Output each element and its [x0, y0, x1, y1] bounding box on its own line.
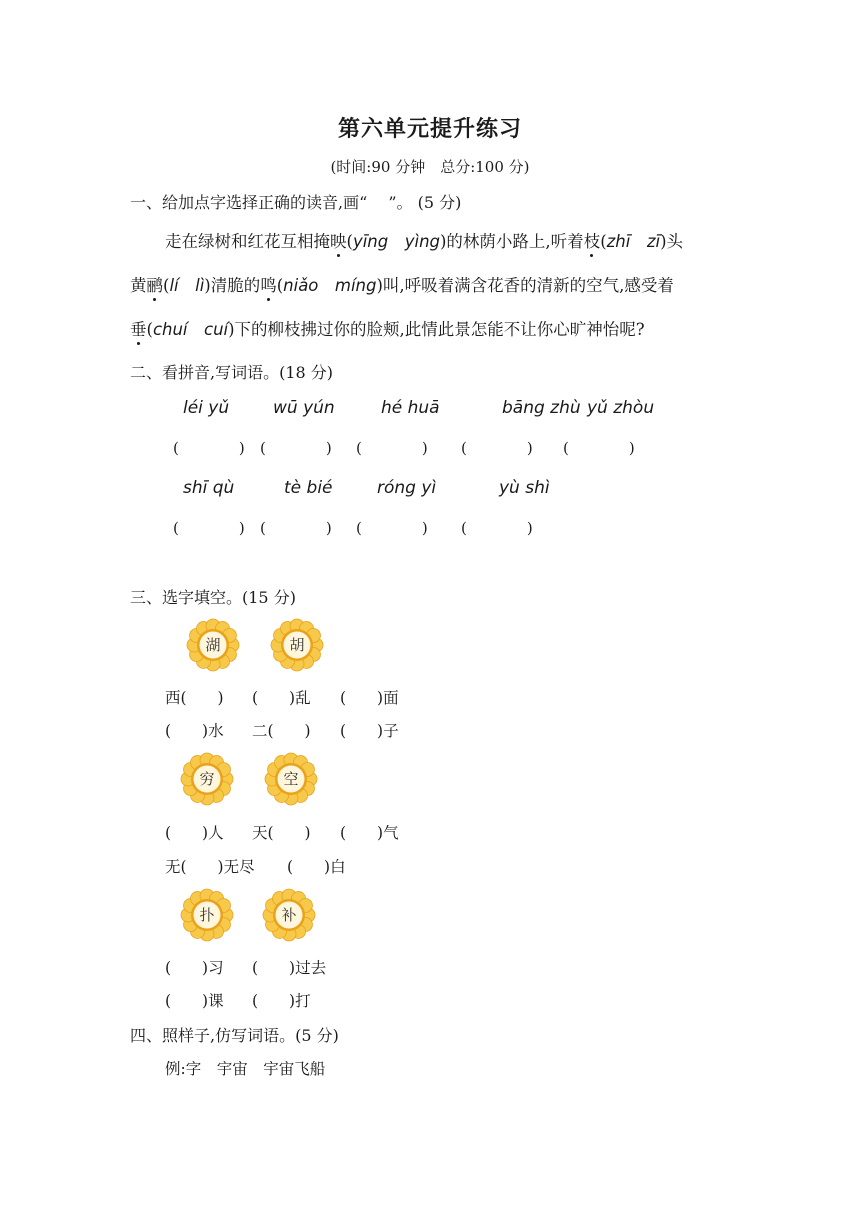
fill-item[interactable]: 西( ) [165, 689, 224, 707]
answer-blank[interactable]: ( ) [260, 519, 332, 537]
fill-item[interactable]: ( )人 [165, 824, 224, 842]
flower-char: 湖 [205, 636, 221, 654]
flower-char: 空 [283, 770, 299, 788]
dotted-char: 垂 [130, 316, 147, 340]
flower-badge [180, 752, 234, 806]
fill-item[interactable]: ( )面 [340, 689, 399, 707]
section1-line3 [130, 316, 645, 340]
dotted-char: 鸣 [260, 272, 277, 296]
section1-heading: 一、给加点字选择正确的读音,画“ ”。 (5 分) [130, 193, 462, 212]
fill-item[interactable]: ( )子 [340, 722, 399, 740]
pinyin-item: léi yǔ [183, 398, 230, 418]
answer-blank[interactable]: ( ) [356, 519, 428, 537]
text: ( [600, 232, 607, 251]
pinyin-item: tè bié [284, 478, 333, 498]
text: )下的柳枝拂过你的脸颊,此情此景怎能不让你心旷神怡呢? [228, 320, 645, 339]
fill-item[interactable]: ( )水 [165, 722, 224, 740]
fill-item[interactable]: ( )习 [165, 959, 224, 977]
flower-char: 扑 [199, 906, 215, 924]
page-title: 第六单元提升练习 [337, 116, 522, 142]
text: ( [276, 276, 284, 295]
pinyin-choice[interactable]: yīng yìng [352, 232, 440, 251]
answer-blank[interactable]: ( ) [173, 439, 245, 457]
section4-heading: 四、照样子,仿写词语。(5 分) [130, 1026, 339, 1045]
answer-blank[interactable]: ( ) [173, 519, 245, 537]
pinyin-item: róng yì [377, 478, 437, 498]
pinyin-item: shī qù [183, 478, 235, 498]
pinyin-choice[interactable]: lí lì [169, 276, 205, 295]
text: 走在绿树和红花互相掩 [165, 232, 330, 251]
dotted-char: 鹂 [147, 272, 164, 296]
text: )的林荫小路上,听着 [440, 232, 584, 251]
flower-badge [262, 888, 316, 942]
pinyin-item: hé huā [381, 398, 440, 418]
section3-heading: 三、选字填空。(15 分) [130, 588, 296, 607]
flower-char: 穷 [199, 770, 215, 788]
dotted-char: 映 [330, 228, 347, 252]
text: )叫,呼吸着满含花香的清新的空气,感受着 [376, 276, 674, 295]
dotted-char: 枝 [584, 228, 601, 252]
fill-item[interactable]: ( )白 [287, 858, 346, 876]
page-subtitle: (时间:90 分钟 总分:100 分) [330, 158, 530, 176]
fill-item[interactable]: 无( )无尽 [165, 858, 255, 876]
answer-blank[interactable]: ( ) [461, 519, 533, 537]
flower-badge [264, 752, 318, 806]
pinyin-item: yù shì [499, 478, 550, 498]
text: ( [146, 320, 153, 339]
flower-char: 胡 [289, 636, 305, 654]
pinyin-choice[interactable]: chuí cuí [152, 320, 229, 339]
text: ( [346, 232, 353, 251]
answer-blank[interactable]: ( ) [260, 439, 332, 457]
pinyin-item: yǔ zhòu [587, 398, 655, 418]
answer-blank[interactable]: ( ) [356, 439, 428, 457]
fill-item[interactable]: 二( ) [252, 722, 311, 740]
section1-line1 [165, 228, 683, 252]
answer-blank[interactable]: ( ) [563, 439, 635, 457]
section1-line2 [130, 272, 674, 296]
text: )头 [660, 232, 684, 251]
fill-item[interactable]: 天( ) [252, 824, 311, 842]
flower-badge [180, 888, 234, 942]
text: ( [163, 276, 170, 295]
fill-item[interactable]: ( )气 [340, 824, 399, 842]
answer-blank[interactable]: ( ) [461, 439, 533, 457]
flower-badge [186, 618, 240, 672]
fill-item[interactable]: ( )过去 [252, 959, 327, 977]
fill-item[interactable]: ( )打 [252, 992, 311, 1010]
flower-badge [270, 618, 324, 672]
text: )清脆的 [204, 276, 261, 295]
flower-char: 补 [281, 906, 297, 924]
section2-heading: 二、看拼音,写词语。(18 分) [130, 363, 334, 382]
pinyin-item: wū yún [273, 398, 335, 418]
pinyin-item: bāng zhù [502, 398, 581, 418]
fill-item[interactable]: ( )乱 [252, 689, 311, 707]
pinyin-choice[interactable]: niǎo míng [283, 276, 377, 295]
pinyin-choice[interactable]: zhī zī [606, 232, 661, 251]
fill-item[interactable]: ( )课 [165, 992, 224, 1010]
text: 黄 [130, 276, 147, 295]
example-line: 例:字 宇宙 宇宙飞船 [165, 1060, 326, 1078]
